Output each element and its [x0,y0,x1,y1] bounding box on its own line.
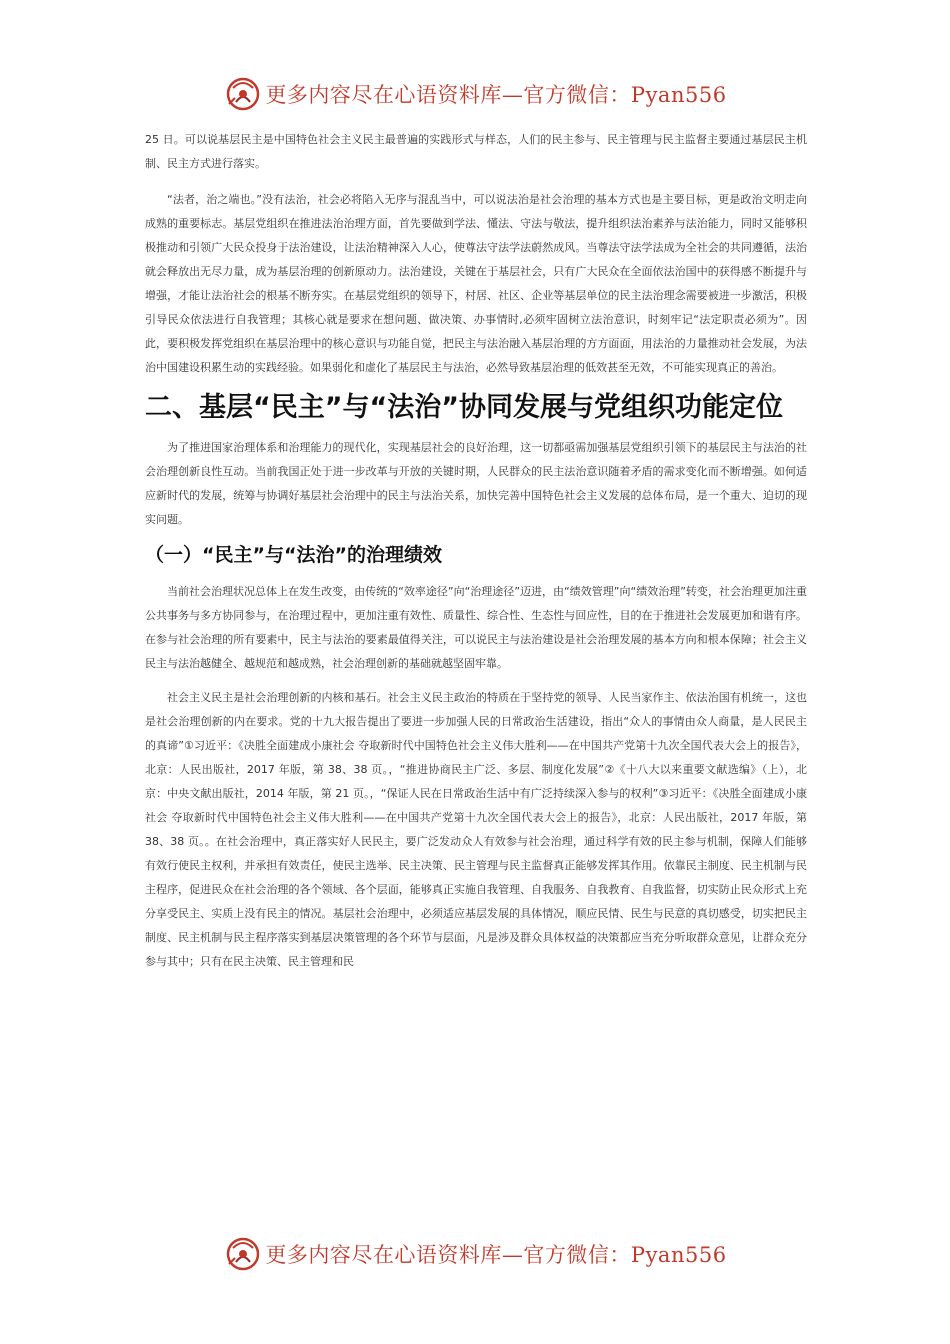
subsection-paragraph-2: 社会主义民主是社会治理创新的内核和基石。社会主义民主政治的特质在于坚持党的领导、人民当家作主、依法治国有机统一，这也是社会治理创新的内在要求。党的十九大报告提出了要进一步加强人民的日常政治生活建设，指出“众人的事情由众人商量，是人民民主的真谛”①习近平：《决胜全面建成小康社会 夺取新时代中国特色社会主义伟大胜利——在中国共产党第十九次全国代表大会上的报告》，北京：人民出版社，2017 年版，第 38、38 页。，“推进协商民主广泛、多层、制度化发展”②《十八大以来重要文献选编》（上），北京：中央文献出版社，2014 年版，第 21 页。，“保证人民在日常政治生活中有广泛持续深入参与的权利”③习近平：《决胜全面建成小康社会 夺取新时代中国特色社会主义伟大胜利——在中国共产党第十九次全国代表大会上的报告》，北京：人民出版社，2017 年版，第 38、38 页。。在社会治理中，真正落实好人民民主，要广泛发动众人有效参与社会治理，通过科学有效的民主参与机制，保障人们能够有效行使民主权利，并承担有效责任，使民主选举、民主决策、民主管理与民主监督真正能够发挥其作用。依靠民主制度、民主机制与民主程序，促进民众在社会治理的各个领域、各个层面，能够真正实施自我管理、自我服务、自我教育、自我监督，切实防止民众形式上充分享受民主、实质上没有民主的情况。基层社会治理中，必须适应基层发展的具体情况，顺应民情、民生与民意的真切感受，切实把民主制度、民主机制与民主程序落实到基层决策管理的各个环节与层面，凡是涉及群众具体权益的决策都应当充分听取群众意见，让群众充分参与其中；只有在民主决策、民主管理和民 [145,691,807,968]
banner-text: 更多内容尽在心语资料库—官方微信：Pyan556 [265,83,727,107]
paragraph-intro-1: 25 日。可以说基层民主是中国特色社会主义民主最普遍的实践形式与样态，人们的民主参与、民主管理与民主监督主要通过基层民主机制、民主方式进行落实。 [145,133,807,170]
subsection-heading: （一）“民主”与“法治”的治理绩效 [145,544,442,566]
footer-watermark-banner [0,1232,950,1276]
flower-seal-logo-icon [223,1234,263,1274]
flower-seal-logo-icon [223,74,263,114]
subsection-paragraph-1: 当前社会治理状况总体上在发生改变，由传统的“效率途径”向“治理途径”迈进，由“绩效管理”向“绩效治理”转变，社会治理更加注重公共事务与多方协同参与，在治理过程中，更加注重有效性、质量性、综合性、生态性与回应性，目的在于推进社会发展更加和谐有序。在参与社会治理的所有要素中，民主与法治的要素最值得关注，可以说民主与法治建设是社会治理发展的基本方向和根本保障；社会主义民主与法治越健全、越规范和越成熟，社会治理创新的基础就越坚固牢靠。 [145,585,807,670]
paragraph-intro-2: “法者，治之端也。”没有法治，社会必将陷入无序与混乱当中，可以说法治是社会治理的基本方式也是主要目标，更是政治文明走向成熟的重要标志。基层党组织在推进法治治理方面，首先要做到学法、懂法、守法与敬法，提升组织法治素养与法治能力，同时又能够积极推动和引领广大民众投身于法治建设，让法治精神深入人心，使尊法守法学法蔚然成风。当尊法守法学法成为全社会的共同遵循，法治就会释放出无尽力量，成为基层治理的创新原动力。法治建设，关键在于基层社会，只有广大民众在全面依法治国中的获得感不断提升与增强，才能让法治社会的根基不断夯实。在基层党组织的领导下，村居、社区、企业等基层单位的民主法治理念需要被进一步激活，积极引导民众依法进行自我管理；其核心就是要求在想问题、做决策、办事情时,必须牢固树立法治意识，时刻牢记“法定职责必须为”。因此，要积极发挥党组织在基层治理中的核心意识与功能自觉，把民主与法治融入基层治理的方方面面，用法治的力量推动社会发展，为法治中国建设积累生动的实践经验。如果弱化和虚化了基层民主与法治，必然导致基层治理的低效甚至无效，不可能实现真正的善治。 [145,193,807,374]
header-watermark-banner [0,72,950,116]
document-body [145,128,807,974]
section-paragraph: 为了推进国家治理体系和治理能力的现代化，实现基层社会的良好治理，这一切都亟需加强基层党组织引领下的基层民主与法治的社会治理创新良性互动。当前我国正处于进一步改革与开放的关键时期，人民群众的民主法治意识随着矛盾的需求变化而不断增强。如何适应新时代的发展，统筹与协调好基层社会治理中的民主与法治关系，加快完善中国特色社会主义发展的总体布局，是一个重大、迫切的现实问题。 [145,441,807,526]
section-heading: 二、基层“民主”与“法治”协同发展与党组织功能定位 [145,392,783,423]
banner-text: 更多内容尽在心语资料库—官方微信：Pyan556 [265,1243,727,1267]
